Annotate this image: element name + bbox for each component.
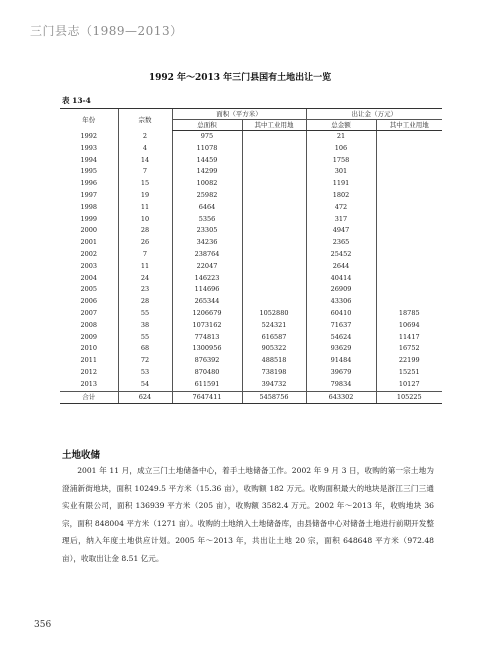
cell-count: 15 <box>118 178 172 190</box>
header-area-total: 总面积 <box>172 120 242 131</box>
cell-price-industrial <box>376 155 442 167</box>
header-price-industrial: 其中工业用地 <box>376 120 442 131</box>
table-row <box>60 143 442 155</box>
header-area-group: 面积（平方米） <box>172 109 306 120</box>
cell-area-industrial: 616587 <box>242 332 306 344</box>
cell-area-industrial <box>242 284 306 296</box>
table-row <box>60 308 442 320</box>
cell-area-industrial <box>242 190 306 202</box>
cell-year: 1992 <box>80 131 98 140</box>
cell-area-industrial: 905322 <box>242 343 306 355</box>
cell-year: 2011 <box>80 356 98 365</box>
cell-area-industrial <box>242 178 306 190</box>
cell-count: 14 <box>118 155 172 167</box>
cell-area-industrial <box>242 155 306 167</box>
cell-price-industrial <box>376 190 442 202</box>
cell-price-industrial <box>376 261 442 273</box>
total-count: 624 <box>118 391 172 404</box>
cell-area-total: 870480 <box>172 367 242 379</box>
cell-area-industrial <box>242 131 306 143</box>
cell-area-total: 114696 <box>172 284 242 296</box>
table-row <box>60 284 442 296</box>
cell-area-industrial <box>242 202 306 214</box>
cell-area-total: 5356 <box>172 214 242 226</box>
cell-price-industrial: 10127 <box>376 379 442 391</box>
table-title: 1992 年～2013 年三门县国有土地出让一览 <box>148 73 332 83</box>
cell-price-total: 39679 <box>306 367 376 379</box>
cell-count: 19 <box>118 190 172 202</box>
cell-year: 2009 <box>80 332 98 341</box>
cell-price-total: 71637 <box>306 320 376 332</box>
cell-area-industrial: 738198 <box>242 367 306 379</box>
total-area-industrial: 5458756 <box>242 391 306 404</box>
cell-year: 1994 <box>80 155 98 164</box>
table-row <box>60 379 442 391</box>
cell-area-total: 25982 <box>172 190 242 202</box>
cell-area-industrial <box>242 296 306 308</box>
cell-area-total: 14459 <box>172 155 242 167</box>
cell-area-industrial: 488518 <box>242 355 306 367</box>
cell-area-industrial <box>242 166 306 178</box>
cell-price-total: 40414 <box>306 273 376 285</box>
cell-price-industrial <box>376 296 442 308</box>
cell-area-total: 1073162 <box>172 320 242 332</box>
page-number: 356 <box>34 620 52 630</box>
cell-price-total: 91484 <box>306 355 376 367</box>
cell-price-total: 79834 <box>306 379 376 391</box>
table-row <box>60 355 442 367</box>
cell-count: 7 <box>118 249 172 261</box>
cell-count: 28 <box>118 225 172 237</box>
cell-area-total: 6464 <box>172 202 242 214</box>
cell-area-total: 23305 <box>172 225 242 237</box>
cell-area-total: 876392 <box>172 355 242 367</box>
cell-count: 11 <box>118 261 172 273</box>
table-row <box>60 237 442 249</box>
cell-year: 2005 <box>80 285 98 294</box>
cell-area-total: 238764 <box>172 249 242 261</box>
cell-count: 55 <box>118 308 172 320</box>
cell-price-industrial <box>376 143 442 155</box>
cell-price-industrial <box>376 273 442 285</box>
table-row <box>60 225 442 237</box>
cell-count: 26 <box>118 237 172 249</box>
cell-year: 2000 <box>80 226 98 235</box>
cell-price-total: 472 <box>306 202 376 214</box>
cell-price-total: 93629 <box>306 343 376 355</box>
section-heading: 土地收储 <box>62 450 101 461</box>
cell-area-industrial <box>242 143 306 155</box>
cell-price-total: 301 <box>306 166 376 178</box>
cell-year: 1993 <box>80 143 98 152</box>
cell-price-total: 26909 <box>306 284 376 296</box>
body-paragraph: 2001 年 11 月，成立三门土地储备中心，着手土地储备工作。2002 年 9 月 3 日，收购的第一宗土地为澄浦新街地块，面积 10249.5 平方米（15.36 亩），收购额 182 万元。收购面积最大的地块是浙江三门三通实业有限公司，面积 136939 平方米（205 亩），收购额 3582.4 万元。2002 年～2013 年，收购地块 36 宗，面积 848004 平方米（1271 亩）。收购的土地纳入土地储备库，由县储备中心对储备土地进行前期开发整理后，纳入年度土地供应计划。2005 年～2013 年，共出让土地 20 宗，面积 648648 平方米（972.48 亩），收取出让金 8.51 亿元。 <box>62 466 434 563</box>
land-transfer-table <box>60 108 442 404</box>
cell-area-total: 1206679 <box>172 308 242 320</box>
cell-area-industrial: 1052880 <box>242 308 306 320</box>
cell-year: 1995 <box>80 167 98 176</box>
header-year: 年份 <box>60 109 118 131</box>
header-price-group: 出让金（万元） <box>306 109 442 120</box>
table-row <box>60 131 442 143</box>
cell-area-industrial <box>242 237 306 249</box>
cell-count: 23 <box>118 284 172 296</box>
cell-price-industrial <box>376 166 442 178</box>
cell-count: 11 <box>118 202 172 214</box>
cell-price-total: 60410 <box>306 308 376 320</box>
cell-price-total: 1758 <box>306 155 376 167</box>
cell-price-industrial <box>376 284 442 296</box>
cell-price-industrial: 18785 <box>376 308 442 320</box>
cell-count: 10 <box>118 214 172 226</box>
table-row <box>60 190 442 202</box>
cell-price-industrial: 10694 <box>376 320 442 332</box>
cell-area-total: 14299 <box>172 166 242 178</box>
cell-area-total: 1300956 <box>172 343 242 355</box>
cell-price-industrial <box>376 225 442 237</box>
cell-count: 72 <box>118 355 172 367</box>
cell-area-industrial: 394732 <box>242 379 306 391</box>
cell-area-total: 22047 <box>172 261 242 273</box>
cell-count: 28 <box>118 296 172 308</box>
cell-count: 68 <box>118 343 172 355</box>
cell-year: 2010 <box>80 344 98 353</box>
cell-count: 55 <box>118 332 172 344</box>
cell-year: 2012 <box>80 367 98 376</box>
cell-area-total: 611591 <box>172 379 242 391</box>
header-count: 宗数 <box>118 109 172 131</box>
cell-price-total: 1191 <box>306 178 376 190</box>
cell-year: 1999 <box>80 214 98 223</box>
cell-count: 54 <box>118 379 172 391</box>
cell-count: 53 <box>118 367 172 379</box>
cell-price-total: 1802 <box>306 190 376 202</box>
table-row <box>60 332 442 344</box>
cell-count: 38 <box>118 320 172 332</box>
cell-area-total: 774813 <box>172 332 242 344</box>
header-area-industrial: 其中工业用地 <box>242 120 306 131</box>
cell-year: 2007 <box>80 308 98 317</box>
cell-year: 2004 <box>80 273 98 282</box>
table-body <box>60 131 442 392</box>
cell-price-industrial <box>376 214 442 226</box>
table-row <box>60 214 442 226</box>
table-row <box>60 273 442 285</box>
table-row <box>60 320 442 332</box>
cell-year: 2002 <box>80 249 98 258</box>
cell-price-total: 21 <box>306 131 376 143</box>
table-row <box>60 261 442 273</box>
total-area: 7647411 <box>172 391 242 404</box>
header-price-total: 总金额 <box>306 120 376 131</box>
cell-year: 2013 <box>80 379 98 388</box>
table-row <box>60 166 442 178</box>
table-row <box>60 155 442 167</box>
cell-price-total: 106 <box>306 143 376 155</box>
cell-price-industrial <box>376 249 442 261</box>
cell-price-industrial: 15251 <box>376 367 442 379</box>
cell-price-total: 25452 <box>306 249 376 261</box>
table-label: 表 13-4 <box>62 96 91 105</box>
cell-year: 1996 <box>80 179 98 188</box>
cell-area-industrial <box>242 249 306 261</box>
table-row <box>60 178 442 190</box>
cell-area-total: 10082 <box>172 178 242 190</box>
cell-price-total: 43306 <box>306 296 376 308</box>
cell-area-industrial <box>242 261 306 273</box>
total-price-industrial: 105225 <box>376 391 442 404</box>
cell-count: 24 <box>118 273 172 285</box>
running-header: 三门县志（1989—2013） <box>30 24 183 38</box>
cell-price-industrial <box>376 131 442 143</box>
table-row <box>60 202 442 214</box>
cell-count: 4 <box>118 143 172 155</box>
cell-year: 2003 <box>80 261 98 270</box>
cell-price-total: 4947 <box>306 225 376 237</box>
table-row <box>60 296 442 308</box>
cell-year: 2006 <box>80 297 98 306</box>
cell-price-industrial <box>376 202 442 214</box>
cell-price-industrial <box>376 178 442 190</box>
table-total-row <box>60 391 442 404</box>
cell-year: 2001 <box>80 238 98 247</box>
total-price: 643302 <box>306 391 376 404</box>
cell-area-total: 146223 <box>172 273 242 285</box>
cell-area-industrial: 524321 <box>242 320 306 332</box>
cell-area-total: 975 <box>172 131 242 143</box>
cell-area-total: 34236 <box>172 237 242 249</box>
cell-price-total: 2644 <box>306 261 376 273</box>
cell-area-industrial <box>242 273 306 285</box>
table-row <box>60 367 442 379</box>
cell-area-total: 11078 <box>172 143 242 155</box>
cell-price-industrial: 16752 <box>376 343 442 355</box>
cell-price-industrial: 22199 <box>376 355 442 367</box>
cell-year: 1997 <box>80 190 98 199</box>
cell-price-total: 2365 <box>306 237 376 249</box>
cell-count: 7 <box>118 166 172 178</box>
table-row <box>60 249 442 261</box>
cell-area-industrial <box>242 214 306 226</box>
cell-year: 1998 <box>80 202 98 211</box>
cell-area-industrial <box>242 225 306 237</box>
cell-price-total: 54624 <box>306 332 376 344</box>
cell-year: 2008 <box>80 320 98 329</box>
table-row <box>60 343 442 355</box>
cell-area-total: 265344 <box>172 296 242 308</box>
total-label: 合计 <box>60 391 118 404</box>
cell-price-industrial: 11417 <box>376 332 442 344</box>
cell-price-total: 317 <box>306 214 376 226</box>
cell-price-industrial <box>376 237 442 249</box>
cell-count: 2 <box>118 131 172 143</box>
